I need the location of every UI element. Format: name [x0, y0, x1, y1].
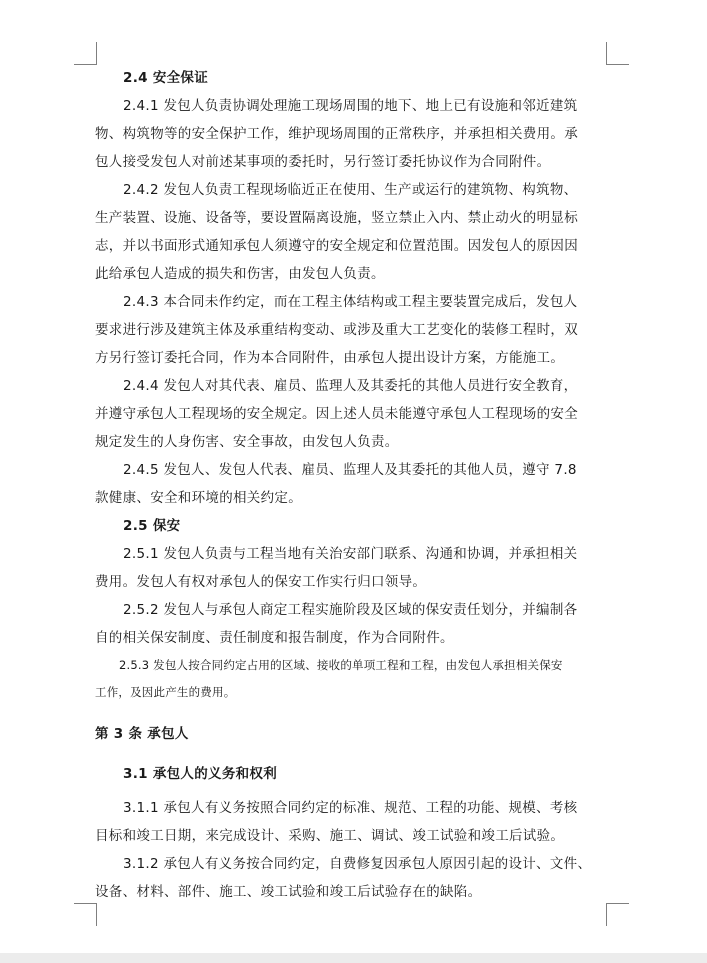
- article-heading-3: 第 3 条 承包人: [95, 726, 189, 742]
- paragraph-2-4-2-line: 2.4.2 发包人负责工程现场临近正在使用、生产或运行的建筑物、构筑物、: [123, 182, 578, 198]
- section-heading-2-4: 2.4 安全保证: [123, 70, 209, 86]
- paragraph-2-5-2-line: 自的相关保安制度、责任制度和报告制度，作为合同附件。: [95, 630, 454, 646]
- paragraph-2-5-2-line: 2.5.2 发包人与承包人商定工程实施阶段及区域的保安责任划分，并编制各: [123, 602, 578, 618]
- page-corner-mark-bottom-right: [606, 903, 629, 926]
- section-heading-2-5: 2.5 保安: [123, 518, 181, 534]
- paragraph-2-4-1-line: 物、构筑物等的安全保护工作，维护现场周围的正常秩序，并承担相关费用。承: [95, 126, 578, 142]
- paragraph-2-4-5-line: 款健康、安全和环境的相关约定。: [95, 490, 302, 506]
- paragraph-2-4-3-line: 方另行签订委托合同，作为本合同附件，由承包人提出设计方案，方能施工。: [95, 350, 565, 366]
- page-bottom-divider: [0, 953, 707, 963]
- paragraph-3-1-2-line: 3.1.2 承包人有义务按合同约定，自费修复因承包人原因引起的设计、文件、: [123, 856, 592, 872]
- document-body: [95, 64, 607, 906]
- page-corner-mark-bottom-left: [74, 903, 97, 926]
- paragraph-2-4-4-line: 规定发生的人身伤害、安全事故，由发包人负责。: [95, 434, 399, 450]
- page-corner-mark-top-right: [606, 42, 629, 65]
- paragraph-2-4-2-line: 志，并以书面形式通知承包人须遵守的安全规定和位置范围。因发包人的原因因: [95, 238, 578, 254]
- paragraph-2-4-1-line: 包人接受发包人对前述某事项的委托时，另行签订委托协议作为合同附件。: [95, 154, 551, 170]
- paragraph-2-5-3-line: 2.5.3 发包人按合同约定占用的区域、接收的单项工程和工程，由发包人承担相关保安: [119, 658, 563, 672]
- paragraph-2-4-3-line: 2.4.3 本合同未作约定，而在工程主体结构或工程主要装置完成后，发包人: [123, 294, 578, 310]
- paragraph-2-5-1-line: 2.5.1 发包人负责与工程当地有关治安部门联系、沟通和协调，并承担相关: [123, 546, 578, 562]
- paragraph-2-5-1-line: 费用。发包人有权对承包人的保安工作实行归口领导。: [95, 574, 427, 590]
- paragraph-2-5-3-line: 工作，及因此产生的费用。: [95, 685, 236, 699]
- paragraph-2-4-1-line: 2.4.1 发包人负责协调处理施工现场周围的地下、地上已有设施和邻近建筑: [123, 98, 578, 114]
- paragraph-2-4-2-line: 生产装置、设施、设备等，要设置隔离设施，竖立禁止入内、禁止动火的明显标: [95, 210, 578, 226]
- paragraph-2-4-2-line: 此给承包人造成的损失和伤害，由发包人负责。: [95, 266, 385, 282]
- section-heading-3-1: 3.1 承包人的义务和权利: [123, 766, 278, 782]
- paragraph-2-4-3-line: 要求进行涉及建筑主体及承重结构变动、或涉及重大工艺变化的装修工程时，双: [95, 322, 578, 338]
- page-corner-mark-top-left: [74, 42, 97, 65]
- paragraph-2-4-4-line: 2.4.4 发包人对其代表、雇员、监理人及其委托的其他人员进行安全教育，: [123, 378, 578, 394]
- paragraph-3-1-1-line: 目标和竣工日期，来完成设计、采购、施工、调试、竣工试验和竣工后试验。: [95, 828, 565, 844]
- paragraph-2-4-4-line: 并遵守承包人工程现场的安全规定。因上述人员未能遵守承包人工程现场的安全: [95, 406, 578, 422]
- paragraph-2-4-5-line: 2.4.5 发包人、发包人代表、雇员、监理人及其委托的其他人员，遵守 7.8: [123, 462, 577, 478]
- paragraph-3-1-2-line: 设备、材料、部件、施工、竣工试验和竣工后试验存在的缺陷。: [95, 884, 482, 900]
- paragraph-3-1-1-line: 3.1.1 承包人有义务按照合同约定的标准、规范、工程的功能、规模、考核: [123, 800, 578, 816]
